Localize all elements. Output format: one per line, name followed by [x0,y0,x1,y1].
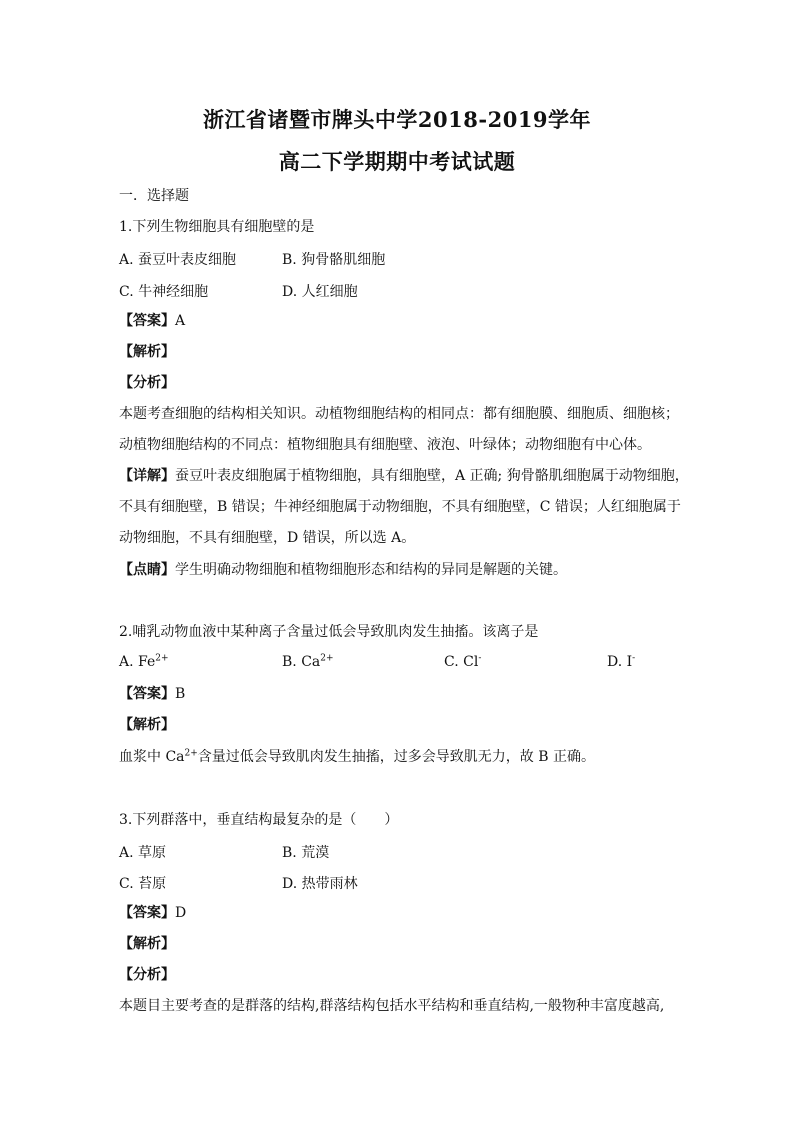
answer-tag: 【答案】 [119,686,175,702]
option-text: C. Cl [444,654,479,670]
q2-option-a [119,654,169,670]
detail-text: 蚕豆叶表皮细胞属于植物细胞，具有细胞壁，A 正确; 狗骨骼肌细胞属于动物细胞， [175,468,689,484]
point-tag: 【点睛】 [119,562,175,578]
q2-jiexi-tag: 【解析】 [119,717,175,733]
answer-value: B [175,686,186,702]
q1-fenxi-line-1: 本题考查细胞的结构相关知识。动植物细胞结构的相同点：都有细胞膜、细胞质、细胞核； [119,406,679,422]
q1-option-c: C. 牛神经细胞 [119,284,209,300]
q2-jiexi-text [119,748,595,766]
q2-option-d [607,654,635,670]
jiexi-pre: 血浆中 Ca [119,749,185,765]
option-text: A. Fe [119,654,156,670]
q1-detail-line-3: 动物细胞，不具有细胞壁，D 错误，所以选 A。 [119,530,416,546]
q3-jiexi-tag: 【解析】 [119,936,175,952]
q1-stem: 1.下列生物细胞具有细胞壁的是 [119,219,315,235]
q2-answer [119,685,185,703]
q1-option-d: D. 人红细胞 [282,284,358,300]
q3-stem: 3.下列群落中，垂直结构最复杂的是（ ） [119,812,399,828]
superscript: 2+ [320,653,334,664]
superscript: - [478,653,482,664]
q2-stem: 2.哺乳动物血液中某种离子含量过低会导致肌肉发生抽搐。该离子是 [119,624,539,640]
q1-option-b: B. 狗骨骼肌细胞 [282,252,386,268]
answer-tag: 【答案】 [119,905,175,921]
q1-detail-line-2: 不具有细胞壁，B 错误；牛神经细胞属于动物细胞，不具有细胞壁，C 错误；人红细胞属于 [119,499,681,515]
document-title-line1: 浙江省诸暨市牌头中学2018-2019学年 [202,107,592,132]
answer-tag: 【答案】 [119,313,175,329]
q1-answer [119,312,185,330]
point-text: 学生明确动物细胞和植物细胞形态和结构的异同是解题的关键。 [175,562,567,578]
q1-point [119,561,567,579]
q3-option-c: C. 苔原 [119,876,167,892]
superscript: 2+ [184,748,198,759]
q3-option-b: B. 荒漠 [282,845,330,861]
section-heading: 一．选择题 [119,188,189,204]
detail-tag: 【详解】 [119,468,175,484]
q3-option-a: A. 草原 [119,845,167,861]
jiexi-post: 含量过低会导致肌肉发生抽搐，过多会导致肌无力，故 B 正确。 [197,749,595,765]
q1-option-a: A. 蚕豆叶表皮细胞 [119,252,237,268]
document-title-line2: 高二下学期期中考试试题 [278,149,516,174]
q3-answer [119,904,186,922]
q2-option-b [282,654,334,670]
q3-fenxi-tag: 【分析】 [119,967,175,983]
q1-jiexi-tag: 【解析】 [119,344,175,360]
q3-option-d: D. 热带雨林 [282,876,358,892]
option-text: B. Ca [282,654,321,670]
option-text: D. I [607,654,633,670]
q3-fenxi-line: 本题目主要考查的是群落的结构,群落结构包括水平结构和垂直结构,一般物种丰富度越高, [119,998,665,1014]
answer-value: D [175,905,187,921]
q1-detail-line-1 [119,467,689,485]
q2-option-c [444,654,481,670]
superscript: - [632,653,636,664]
q1-fenxi-tag: 【分析】 [119,375,175,391]
q1-fenxi-line-2: 动植物细胞结构的不同点：植物细胞具有细胞壁、液泡、叶绿体；动物细胞有中心体。 [119,437,651,453]
superscript: 2+ [155,653,169,664]
answer-value: A [175,313,186,329]
